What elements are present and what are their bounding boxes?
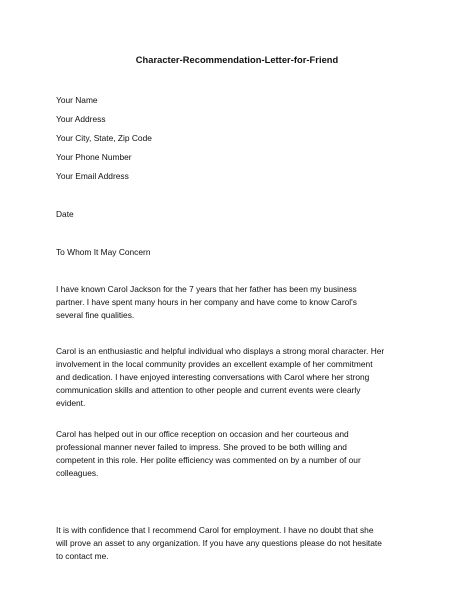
paragraph-3 <box>56 428 426 480</box>
paragraph-line: and dedication. I have enjoyed interesting conversations with Carol where her strong <box>56 371 370 382</box>
paragraph-line: communication skills and attention to other people and current events were clearly <box>56 384 361 395</box>
paragraph-line: professional manner never failed to impress. She proved to be both willing and <box>56 441 347 452</box>
paragraph-line: partner. I have spent many hours in her company and have come to know Carol's <box>56 296 357 307</box>
paragraph-line: colleagues. <box>56 467 99 478</box>
salutation: To Whom It May Concern <box>56 247 151 257</box>
paragraph-2 <box>56 345 426 410</box>
paragraph-line: Carol has helped out in our office reception on occasion and her courteous and <box>56 429 349 439</box>
sender-name: Your Name <box>56 95 98 105</box>
paragraph-line: evident. <box>56 397 86 408</box>
letter-date: Date <box>56 209 74 219</box>
sender-email: Your Email Address <box>56 171 129 181</box>
paragraph-line: Carol is an enthusiastic and helpful individual who displays a strong moral character. Her <box>56 346 385 356</box>
paragraph-line: competent in this role. Her polite efficiency was commented on by a number of our <box>56 454 361 465</box>
paragraph-line: I have known Carol Jackson for the 7 years that her father has been my business <box>56 284 357 294</box>
paragraph-line: will prove an asset to any organization. If you have any questions please do not hesitate <box>56 537 382 548</box>
paragraph-1 <box>56 283 426 322</box>
paragraph-line: several fine qualities. <box>56 309 135 320</box>
paragraph-4 <box>56 524 426 563</box>
document-title: Character-Recommendation-Letter-for-Friend <box>135 55 339 65</box>
sender-city-state-zip: Your City, State, Zip Code <box>56 133 152 143</box>
paragraph-line: It is with confidence that I recommend Carol for employment. I have no doubt that she <box>56 525 374 535</box>
sender-phone: Your Phone Number <box>56 152 132 162</box>
paragraph-line: involvement in the local community provides an excellent example of her commitment <box>56 358 373 369</box>
paragraph-line: to contact me. <box>56 550 109 561</box>
sender-address: Your Address <box>56 114 106 124</box>
